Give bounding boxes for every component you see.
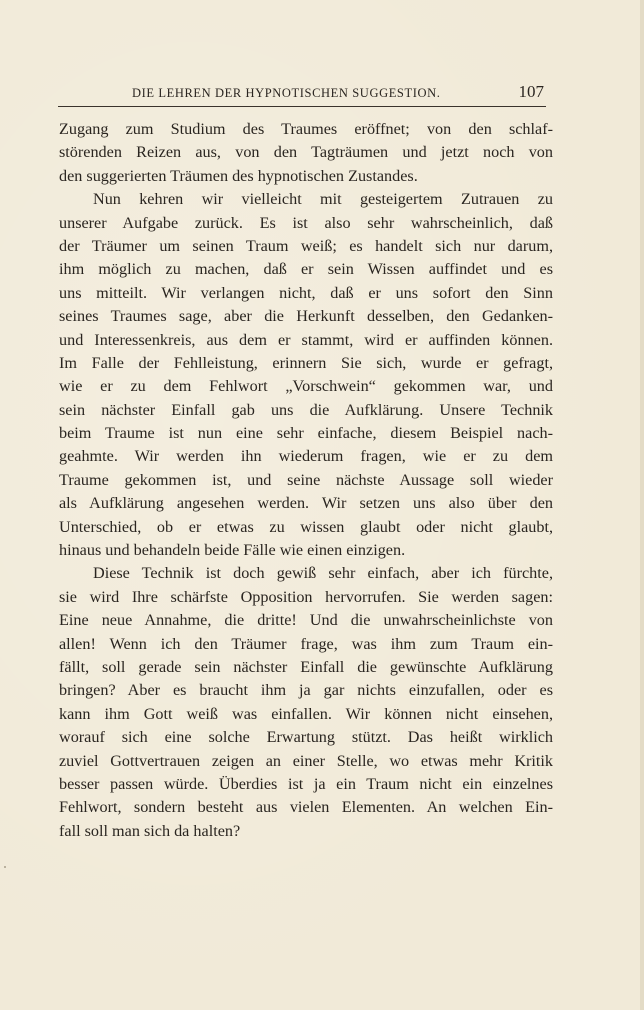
text-line: Traume gekommen ist, und seine nächste Aussage soll wieder	[59, 470, 553, 489]
text-line: ihm möglich zu machen, daß er sein Wissen auffindet und es	[59, 260, 553, 279]
text-line: fall soll man sich da halten?	[59, 821, 241, 840]
text-line: Unterschied, ob er etwas zu wissen glaubt oder nicht glaubt,	[59, 517, 553, 536]
text-line: sein nächster Einfall gab uns die Aufklärung. Unsere Technik	[59, 400, 553, 419]
text-line: und Interessenkreis, aus dem er stammt, wird er auffinden können.	[59, 330, 553, 349]
text-line: unserer Aufgabe zurück. Es ist also sehr wahrscheinlich, daß	[59, 213, 553, 232]
text-line: Eine neue Annahme, die dritte! Und die unwahrscheinlichste von	[59, 611, 553, 630]
header-rule	[58, 106, 546, 107]
page-header	[58, 82, 546, 106]
text-line: der Träumer um seinen Traum weiß; es handelt sich nur darum,	[59, 236, 553, 255]
text-line: geahmte. Wir werden ihn wiederum fragen, wie er zu dem	[59, 447, 553, 466]
text-line: Nun kehren wir vielleicht mit gesteigertem Zutrauen zu	[93, 190, 553, 209]
text-line: Im Falle der Fehlleistung, erinnern Sie sich, wurde er gefragt,	[59, 353, 553, 372]
text-line: uns mitteilt. Wir verlangen nicht, daß er uns sofort den Sinn	[59, 283, 553, 302]
text-line: allen! Wenn ich den Träumer frage, was ihm zum Traum ein-	[59, 634, 553, 653]
text-line: worauf sich eine solche Erwartung stützt. Das heißt wirklich	[59, 728, 553, 747]
text-line: seines Traumes sage, aber die Herkunft desselben, den Gedanken-	[59, 307, 553, 326]
text-line: hinaus und behandeln beide Fälle wie einen einzigen.	[59, 541, 406, 560]
text-line: fällt, soll gerade sein nächster Einfall die gewünschte Aufklärung	[59, 657, 553, 676]
text-line: den suggerierten Träumen des hypnotischen Zustandes.	[59, 166, 418, 185]
page-edge	[640, 0, 644, 1010]
text-line: als Aufklärung angesehen werden. Wir setzen uns also über den	[59, 494, 553, 513]
page-number: 107	[518, 82, 544, 101]
text-line: Diese Technik ist doch gewiß sehr einfach, aber ich fürchte,	[93, 564, 553, 583]
text-line: beim Traume ist nun eine sehr einfache, diesem Beispiel nach-	[59, 424, 553, 443]
text-line: Fehlwort, sondern besteht aus vielen Elementen. An welchen Ein-	[59, 798, 553, 817]
text-line: wie er zu dem Fehlwort „Vorschwein“ gekommen war, und	[59, 377, 553, 396]
text-line: zuviel Gottvertrauen zeigen an einer Stelle, wo etwas mehr Kritik	[59, 751, 553, 770]
paper-speck	[4, 866, 6, 868]
text-line: kann ihm Gott weiß was einfallen. Wir können nicht einsehen,	[59, 704, 553, 723]
text-line: störenden Reizen aus, von den Tagträumen und jetzt noch von	[59, 143, 553, 162]
text-line: bringen? Aber es braucht ihm ja gar nichts einzufallen, oder es	[59, 681, 553, 700]
text-line: besser passen würde. Überdies ist ja ein Traum nicht ein einzelnes	[59, 774, 553, 793]
running-head: DIE LEHREN DER HYPNOTISCHEN SUGGESTION.	[132, 86, 441, 100]
text-line: sie wird Ihre schärfste Opposition hervorrufen. Sie werden sagen:	[59, 587, 553, 606]
body-text	[59, 118, 553, 843]
text-line: Zugang zum Studium des Traumes eröffnet; von den schlaf-	[59, 120, 553, 138]
